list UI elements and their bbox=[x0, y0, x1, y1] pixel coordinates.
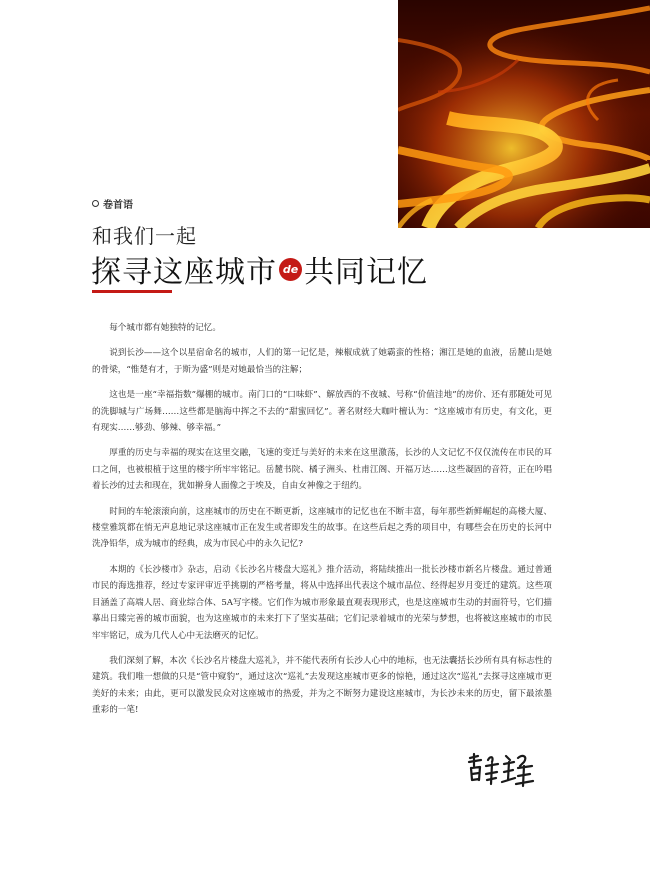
de-connector-badge: de bbox=[279, 258, 302, 281]
body-paragraph: 说到长沙——这个以星宿命名的城市，人们的第一记忆是，辣椒成就了她霸蛮的性格；湘江是她的血液，岳麓山是她的骨梁，“惟楚有才，于斯为盛”则是对她最恰当的注解； bbox=[92, 348, 552, 375]
river-aerial-illustration bbox=[398, 0, 650, 228]
signature-strokes bbox=[466, 750, 536, 790]
section-tag-label: 卷首语 bbox=[103, 200, 133, 211]
title-line1: 和我们一起 bbox=[92, 224, 197, 248]
section-tag bbox=[92, 196, 133, 211]
river-aerial-photo bbox=[398, 0, 650, 228]
title-part2: 共同记忆 bbox=[304, 255, 428, 290]
body-paragraph: 厚重的历史与幸福的现实在这里交融，飞速的变迁与美好的未来在这里激荡，长沙的人文记忆不仅仅流传在市民的耳口之间，也被根植于这里的楼宇所牢牢铭记。岳麓书院、橘子洲头、杜甫江阁、开福万达……这些凝固的音符，正在吟唱着长沙的过去和现在，犹如擀身人面像之于埃及，自由女神像之于纽约。 bbox=[92, 448, 552, 492]
body-paragraph: 时间的车轮滚滚向前，这座城市的历史在不断更新，这座城市的记忆也在不断丰富，每年那些新鲜崛起的高楼大厦、楼堂雅筑都在悄无声息地记录这座城市正在发生或者即发生的故事。在这些后起之秀的项目中，有哪些会在历史的长河中洗净铅华，成为城市的经典，成为市民心中的永久记忆? bbox=[92, 506, 552, 550]
title-part1: 探寻这座城市 bbox=[91, 255, 277, 290]
body-paragraph: 这也是一座“幸福指数”爆棚的城市。南门口的“口味虾”、解放西的不夜城、号称“价值洼地”的房价、还有那随处可见的洗脚城与广场舞……这些都是脑海中挥之不去的“甜蜜回忆”。著名财经大咖叶檀认为：“这座城市有历史，有文化，更有现实……够劲、够辣、够幸福。” bbox=[92, 390, 552, 434]
body-paragraph: 本期的《长沙楼市》杂志，启动《长沙名片楼盘大巡礼》推介活动，将陆续推出一批长沙楼市新名片楼盘。通过普通市民的海选推荐，经过专家评审近乎挑剔的严格考量，将从中选择出代表这个城市品位、经得起岁月变迁的建筑。这些项目涵盖了高端人居、商业综合体、5A写字楼。它们作为城市形象最直观表现形式，也是这座城市生动的封面符号，它们描摹出日臻完善的城市面貌，也为这座城市的未来打下了坚实基础；它们记录着城市的光荣与梦想，也将被这座城市的市民牢牢铭记，成为几代人心中无法磨灭的记忆。 bbox=[92, 564, 552, 641]
bullet-icon bbox=[92, 200, 99, 207]
title-line2 bbox=[91, 247, 428, 291]
body-paragraph: 我们深刻了解，本次《长沙名片楼盘大巡礼》，并不能代表所有长沙人心中的地标，也无法囊括长沙所有具有标志性的建筑。我们唯一想做的只是“管中窥豹”，通过这次“巡礼”去发现这座城市更多的惊艳，通过这次“巡礼”去探寻这座城市更美好的未来；由此，更可以激发民众对这座城市的热爱，并为之不断努力建设这座城市，为长沙未来的历史，留下最浓墨重彩的一笔! bbox=[92, 655, 552, 716]
title-underline-rule bbox=[92, 290, 172, 293]
handwritten-signature bbox=[466, 750, 536, 790]
editorial-body bbox=[92, 320, 552, 728]
body-paragraph: 每个城市都有她独特的记忆。 bbox=[109, 323, 221, 333]
